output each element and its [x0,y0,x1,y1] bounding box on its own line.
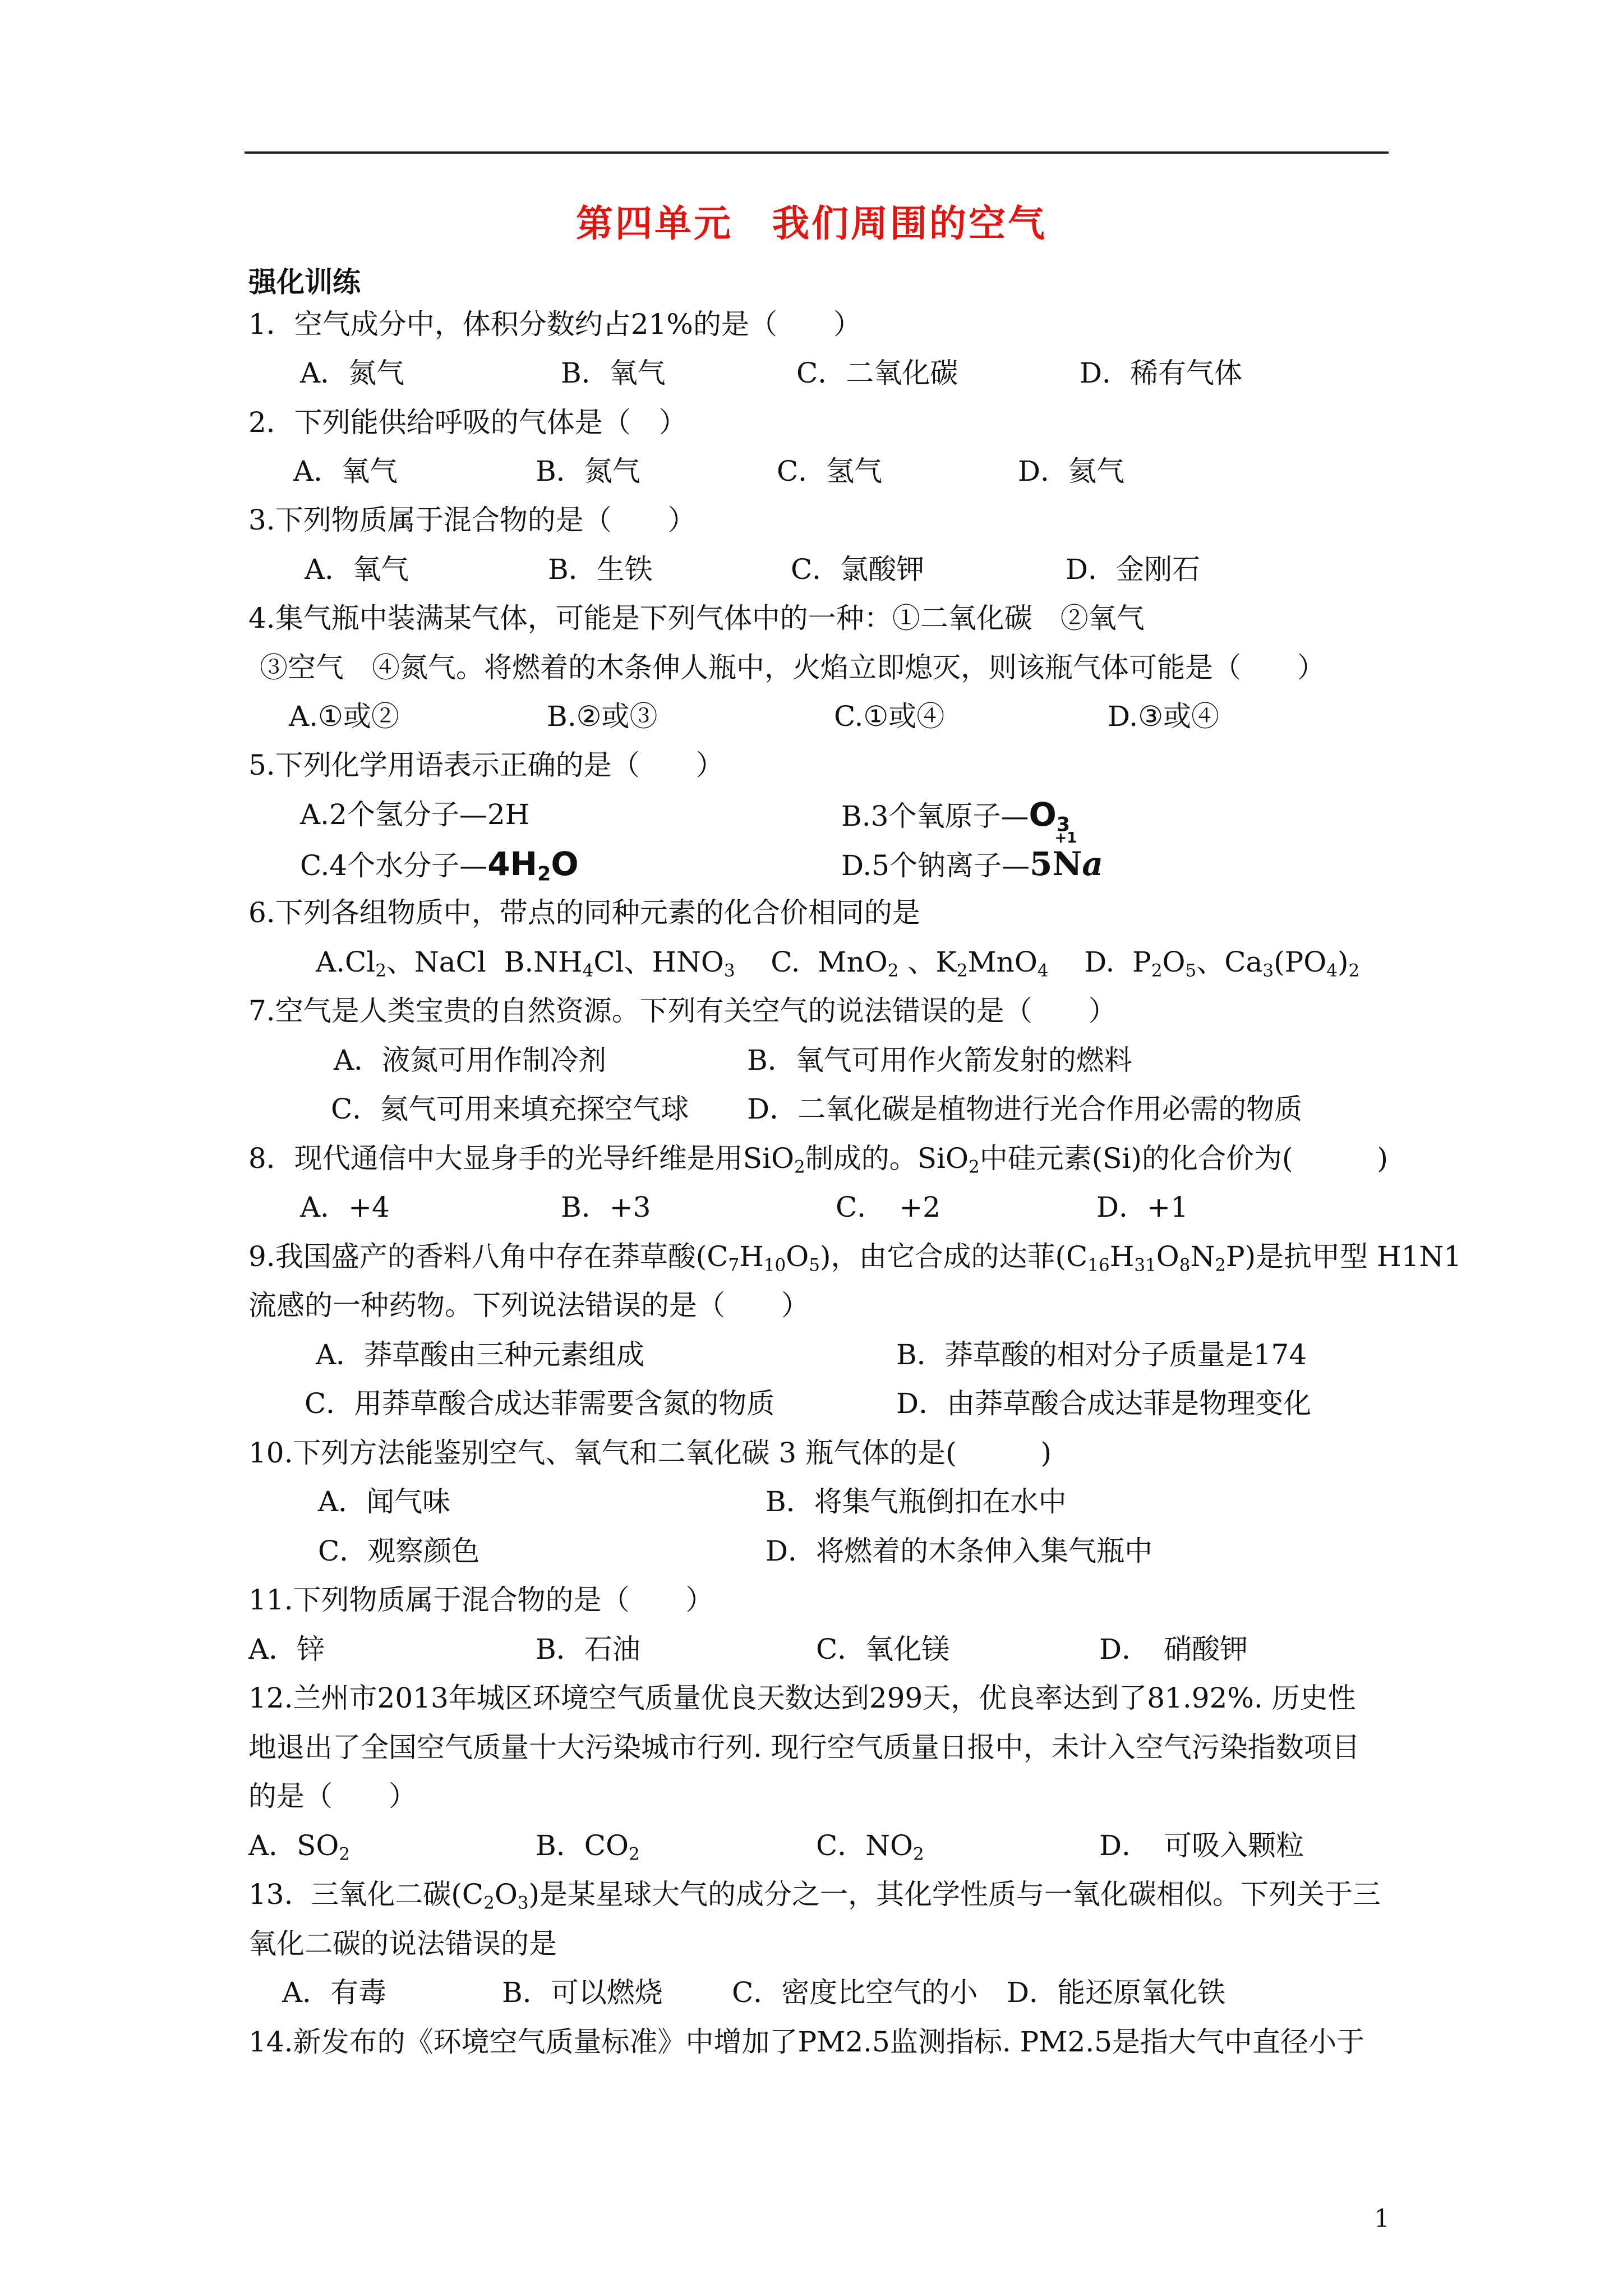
title-topic: 我们周围的空气 [772,202,1047,245]
q13-option-a: A．有毒 [282,1976,387,2009]
q12-option-b: B．$CO_2$ [536,1829,640,1865]
q5-option-a: A.2个氢分子—2H [300,798,530,831]
question-3-stem: 3.下列物质属于混合物的是（ ） [248,504,696,536]
q11-option-b: B．石油 [536,1633,640,1665]
q13-option-d: D．能还原氧化铁 [1007,1976,1226,2009]
q3-option-d: D．金刚石 [1066,553,1201,586]
q8-option-c: C． +2 [836,1191,940,1223]
question-12-line1: 12.兰州市2013年城区环境空气质量优良天数达到299天，优良率达到了81.92%. 历史性 [248,1682,1356,1714]
q12-option-c: C．$NO_2$ [816,1829,924,1865]
q2-option-d: D．氦气 [1018,455,1125,487]
q9-option-a: A．莽草酸由三种元素组成 [316,1338,645,1371]
q4-option-c: C.①或④ [834,700,945,733]
q7-option-b: B．氧气可用作火箭发射的燃料 [747,1044,1132,1076]
q2-option-c: C．氢气 [777,455,883,487]
water-formula: $4H_2O$ [487,845,579,886]
q6-options: $A.Cl_2$、NaCl $B.NH_4Cl$、$HNO_3$ C. MnO$_2$ 、$K_2MnO_4$ D. $P_2O_5$、$Ca_3(PO_4)_2$ [316,946,1360,981]
q1-option-b: B．氧气 [561,357,666,389]
q3-option-b: B．生铁 [548,553,653,586]
q2-option-a: A．氧气 [293,455,398,487]
question-14-line1: 14.新发布的《环境空气质量标准》中增加了PM2.5监测指标. PM2.5是指大气中直径小于 [248,2026,1365,2058]
q7-option-d: D．二氧化碳是植物进行光合作用必需的物质 [747,1093,1303,1125]
q4-option-b: B.②或③ [547,700,658,733]
q9-option-c: C．用莽草酸合成达菲需要含氮的物质 [305,1387,775,1420]
question-4-stem-line2: ③空气 ④氮气。将燃着的木条伸人瓶中，火焰立即熄灭，则该瓶气体可能是（ ） [260,651,1325,684]
question-11-stem: 11.下列物质属于混合物的是（ ） [248,1584,714,1616]
q3-option-c: C．氯酸钾 [791,553,925,586]
q1-option-d: D．稀有气体 [1080,357,1243,389]
q5-option-c: C.4个水分子$—4H_2O$ [300,845,579,886]
question-6-stem: 6.下列各组物质中，带点的同种元素的化合价相同的是 [248,896,920,929]
q1-option-c: C．二氧化碳 [796,357,958,389]
question-10-stem: 10.下列方法能鉴别空气、氧气和二氧化碳 3 瓶气体的是( ) [248,1437,1052,1469]
page-title [0,194,1623,247]
question-5-stem: 5.下列化学用语表示正确的是（ ） [248,749,724,781]
q8-option-d: D．+1 [1096,1191,1188,1223]
q13-option-b: B．可以燃烧 [502,1976,663,2009]
q11-option-c: C．氧化镁 [816,1633,950,1665]
q4-option-d: D.③或④ [1108,700,1220,733]
q12-option-a: A．$SO_2$ [248,1829,351,1865]
question-13-line2: 氧化二碳的说法错误的是 [248,1927,557,1960]
question-1-stem: 1．空气成分中，体积分数约占21%的是（ ） [248,308,861,341]
q10-option-a: A．闻气味 [318,1485,451,1518]
q8-option-a: A．+4 [300,1191,390,1223]
q1-option-a: A．氮气 [300,357,405,389]
q9-option-b: B．莽草酸的相对分子质量是174 [896,1338,1307,1371]
page-number: 1 [1374,2205,1390,2233]
q8-option-b: B．+3 [561,1191,651,1223]
ozone-formula: $O_3$ +1 [1029,795,1077,846]
question-4-stem-line1: 4.集气瓶中装满某气体，可能是下列气体中的一种：①二氧化碳 ②氧气 [248,602,1145,634]
q5-option-b: B.3个氧原子$—O_3$ +1 [841,795,1077,846]
question-12-line2: 地退出了全国空气质量十大污染城市行列. 现行空气质量日报中，未计入空气污染指数项目 [248,1731,1360,1764]
question-9-stem-line2: 流感的一种药物。下列说法错误的是（ ） [248,1289,809,1322]
sodium-formula: 5Na [1030,845,1103,883]
title-unit: 第四单元 [576,202,733,245]
question-2-stem: 2．下列能供给呼吸的气体是（ ） [248,406,687,439]
q3-option-a: A．氧气 [305,553,409,586]
q5-option-d: D.5个钠离子—5Na [841,845,1103,883]
question-13-line1: 13. 三氧化二碳$(C_2O_3)$是某星球大气的成分之一，其化学性质与一氧化碳相似。下列关于三 [248,1878,1381,1913]
question-12-line3: 的是（ ） [248,1780,417,1812]
q10-option-d: D．将燃着的木条伸入集气瓶中 [766,1535,1153,1567]
question-8-stem: 8．现代通信中大显身手的光导纤维是用SiO$_2$制成的。SiO$_2$中硅元素(Si)的化合价为( ) [248,1142,1389,1177]
q7-option-a: A．液氮可用作制冷剂 [334,1044,607,1076]
question-7-stem: 7.空气是人类宝贵的自然资源。下列有关空气的说法错误的是（ ） [248,995,1117,1027]
section-heading: 强化训练 [248,266,361,298]
q10-option-c: C．观察颜色 [318,1535,480,1567]
q13-option-c: C．密度比空气的小 [732,1976,978,2009]
q9-option-d: D．由莽草酸合成达菲是物理变化 [896,1387,1312,1420]
q11-option-d: D． 硝酸钾 [1099,1633,1248,1665]
q4-option-a: A.①或② [289,700,399,733]
question-9-stem-line1: 9.我国盛产的香料八角中存在莽草酸$(C_7H_{10}O_5)$，由它合成的达菲$(C_{16}H_{31}O_8N_2P)$是抗甲型 H1N1 [248,1240,1462,1276]
q7-option-c: C．氦气可用来填充探空气球 [331,1093,689,1125]
q12-option-d: D． 可吸入颗粒 [1099,1829,1304,1862]
q2-option-b: B．氮气 [536,455,640,487]
q11-option-a: A．锌 [248,1633,325,1665]
q10-option-b: B．将集气瓶倒扣在水中 [766,1485,1067,1518]
header-rule [245,151,1389,154]
